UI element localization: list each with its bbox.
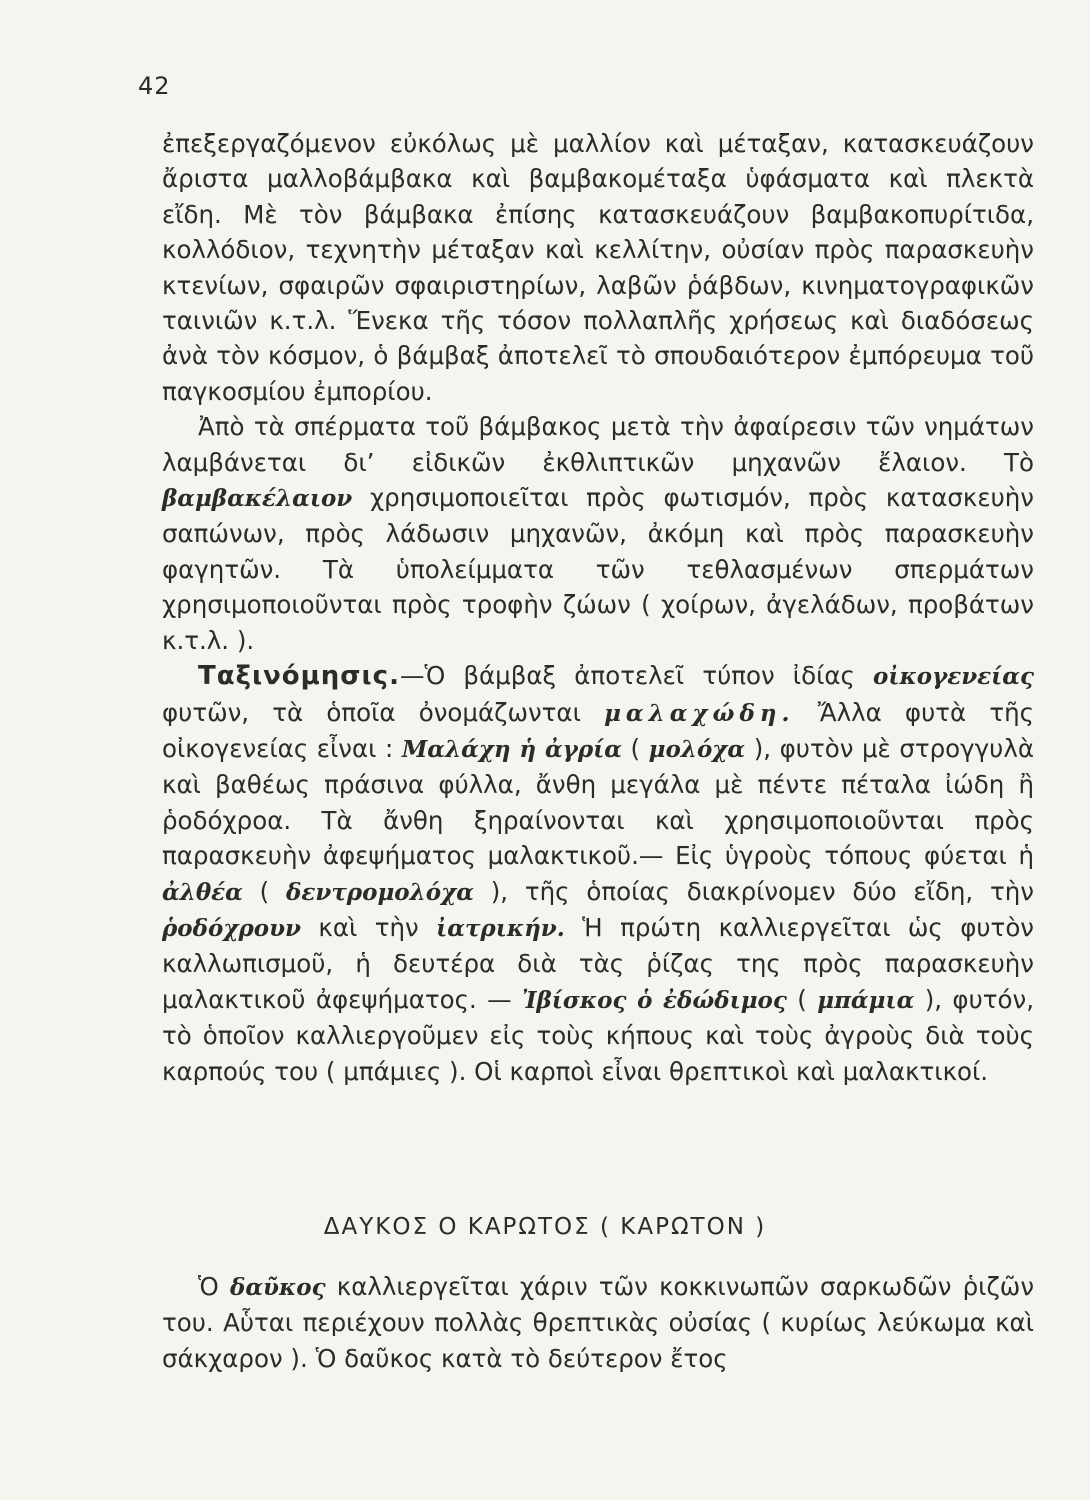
term-wild-mallow: Μαλάχη ἡ ἀγρία bbox=[401, 735, 622, 763]
section-heading-classification: Ταξινόμησις. bbox=[198, 661, 400, 692]
term-althea: ἀλθέα bbox=[162, 878, 243, 906]
term-molocha: μολόχα bbox=[648, 735, 746, 763]
paragraph-classification: Ταξινόμησις.—Ὁ βάμβαξ ἀποτελεῖ τύπον ἰδίας οἰκογενείας φυτῶν, τὰ ὁποῖα ὀνομάζωνται μαλαχώδη. Ἄλλα φυτὰ τῆς οἰκογενείας εἶναι : Μαλάχη ἡ ἀγρία ( μολόχα ), φυτὸν μὲ στρογγυλὰ καὶ βαθέως πράσινα φύλλα, ἄνθη μεγάλα μὲ πέντε πέταλα ἰώδη ἢ ῥοδόχροα. Τὰ ἄνθη ξηραίνονται καὶ χρησιμοποιοῦνται πρὸς παρασκευὴν ἀφεψήματος μαλακτικοῦ.— Εἰς ὑγροὺς τόπους φύεται ἡ ἀλθέα ( δεντρομολόχα ), τῆς ὁποίας διακρίνομεν δύο εἴδη, τὴν ῥοδόχρουν καὶ τὴν ἰατρικήν. Ἡ πρώτη καλλιεργεῖται ὡς φυτὸν καλλωπισμοῦ, ἡ δευτέρα διὰ τὰς ῥίζας της πρὸς παρασκευὴν μαλακτικοῦ ἀφεψήματος. — Ἰβίσκος ὁ ἐδώδιμος ( μπάμια ), φυτόν, τὸ ὁποῖον καλλιεργοῦμεν εἰς τοὺς κήπους καὶ τοὺς ἀγροὺς διὰ τοὺς καρπούς του ( μπάμιες ). Οἱ καρποὶ εἶναι θρεπτικοὶ καὶ μαλακτικοί. bbox=[162, 661, 1035, 1086]
page-number: 42 bbox=[138, 72, 171, 100]
term-carrot: δαῦκος bbox=[230, 1274, 326, 1301]
term-okra: μπάμια bbox=[817, 986, 915, 1014]
term-cottonseed-oil: βαμβακέλαιον bbox=[162, 485, 353, 513]
term-malvaceae: μαλαχώδη. bbox=[604, 699, 795, 727]
term-hibiscus: Ἰβίσκος ὁ ἐδώδιμος bbox=[522, 986, 787, 1014]
section-heading-carrot: ΔΑΥΚΟΣ Ο ΚΑΡΩΤΟΣ ( ΚΑΡΩΤΟΝ ) bbox=[323, 1214, 767, 1240]
main-text bbox=[162, 126, 1034, 1089]
paragraph-cotton-uses: ἐπεξεργαζόμενον εὐκόλως μὲ μαλλίον καὶ μέταξαν, κατασκευάζουν ἄριστα μαλλοβάμβακα καὶ βαμβακομέταξα ὑφάσματα καὶ πλεκτὰ εἴδη. Μὲ τὸν βάμβακα ἐπίσης κατασκευάζουν βαμβακοπυρίτιδα, κολλόδιον, τεχνητὴν μέταξαν καὶ κελλίτην, οὐσίαν πρὸς παρασκευὴν κτενίων, σφαιρῶν σφαιριστηρίων, λαβῶν ῥάβδων, κινηματογραφικῶν ταινιῶν κ.τ.λ. Ἕνεκα τῆς τόσον πολλαπλῆς χρήσεως καὶ διαδόσεως ἀνὰ τὸν κόσμον, ὁ βάμβαξ ἀποτελεῖ τὸ σπουδαιότερον ἐμπόρευμα τοῦ παγκοσμίου ἐμπορίου. bbox=[162, 129, 1034, 406]
paragraph-carrot: Ὁ δαῦκος καλλιεργεῖται χάριν τῶν κοκκινωπῶν σαρκωδῶν ῥιζῶν του. Αὗται περιέχουν πολλὰς θρεπτικὰς οὐσίας ( κυρίως λεύκωμα καὶ σάκχαρον ). Ὁ δαῦκος κατὰ τὸ δεύτερον ἔτος bbox=[162, 1272, 1035, 1373]
term-family: οἰκογενείας bbox=[873, 663, 1034, 691]
term-medicinal: ἰατρικήν. bbox=[436, 914, 565, 942]
paragraph-cottonseed-oil: Ἀπὸ τὰ σπέρματα τοῦ βάμβακος μετὰ τὴν ἀφαίρεσιν τῶν νημάτων λαμβάνεται δι’ εἰδικῶν ἐκθλιπτικῶν μηχανῶν ἔλαιον. Τὸ βαμβακέλαιον χρησιμοποιεῖται πρὸς φωτισμόν, πρὸς κατασκευὴν σαπώνων, πρὸς λάδωσιν μηχανῶν, ἀκόμη καὶ πρὸς παρασκευὴν φαγητῶν. Τὰ ὑπολείμματα τῶν τεθλασμένων σπερμάτων χρησιμοποιοῦνται πρὸς τροφὴν ζώων ( χοίρων, ἀγελάδων, προβάτων κ.τ.λ. ). bbox=[162, 412, 1034, 655]
term-rose-coloured: ῥοδόχρουν bbox=[162, 914, 301, 942]
carrot-text bbox=[162, 1269, 1034, 1376]
term-tree-mallow: δεντρομολόχα bbox=[286, 878, 474, 906]
